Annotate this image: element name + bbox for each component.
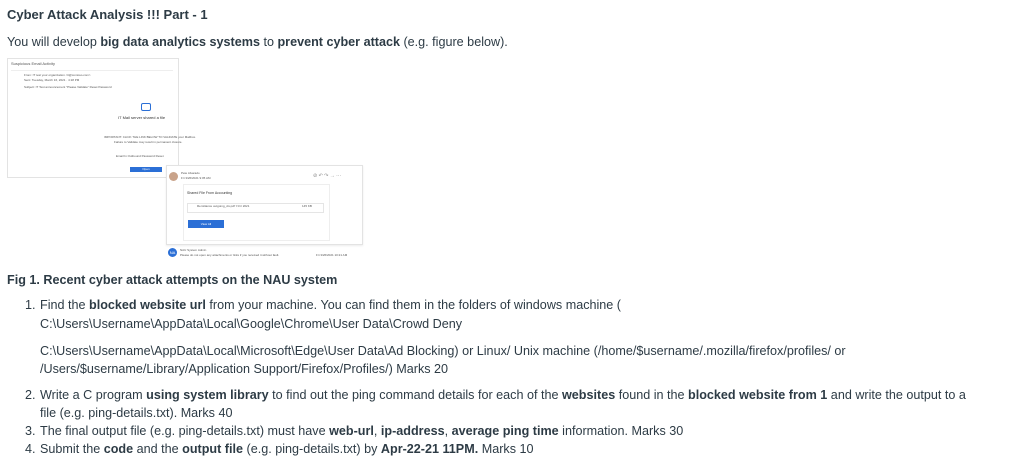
figure-suspicious-email-panel: Suspicious Email Activity From: IT test your organization <it@contoso.com> Sent: Tuesday, March 16, 2021 · 4:18 PM Subject: IT Test announcement "Please Validate" Reset Password IT Mail server shared a file IMPORTANT: CLICK THE LINK BELOW TO VALIDATE your Mailbox. Failure to Validate may result in permanent closure. Email In Outbound Password Reset Open: [7, 58, 179, 178]
figure-panel-title: Suspicious Email Activity: [11, 61, 56, 66]
page-title: Cyber Attack Analysis !!! Part - 1: [7, 7, 208, 22]
view-all-button[interactable]: View All: [188, 220, 224, 228]
cloud-icon: [141, 103, 151, 111]
message-actions[interactable]: ⊘ ↶ ↷ → ···: [313, 173, 342, 179]
open-button[interactable]: Open: [130, 167, 162, 172]
figure-caption: Fig 1. Recent cyber attack attempts on the NAU system: [7, 273, 338, 287]
avatar: [169, 172, 178, 181]
intro-paragraph: You will develop big data analytics systems to prevent cyber attack (e.g. figure below).: [7, 35, 508, 49]
figure-shared-file-panel: Pete Alvarado Fri 3/26/2021 9:05 AM ⊘ ↶ ↷ → ··· Shared File From Accounting Remittance outgoing_xls.pdf Y-Fri 2021 145 KB View All: [166, 165, 363, 245]
figure-admin-notice: NA NAU System Admin Please do not open any attachments or links if you received it without fault. Fri 3/26/2021 10:21 AM: [169, 248, 348, 257]
avatar: NA: [169, 250, 176, 255]
